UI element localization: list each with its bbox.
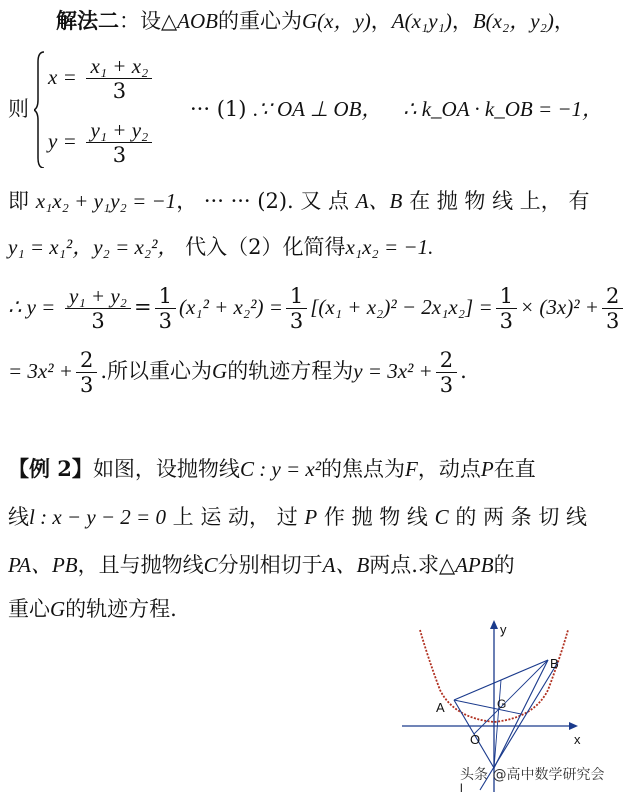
line5-p1: (x₁² + x₂²) =	[178, 295, 283, 319]
line6-frac-a-num: 2	[76, 348, 97, 373]
line6-frac-b-den: 3	[439, 373, 454, 397]
line3-post: 在 抛 物 线 上， 有	[409, 189, 590, 213]
ex-l3-ab: A、B	[322, 553, 370, 577]
median-p	[494, 680, 501, 768]
x-equation	[48, 54, 155, 103]
ex-l2-cc: C	[434, 505, 449, 529]
ex-l3-a: ，且与抛物线	[77, 553, 204, 577]
ex-l1-c: ，动点	[417, 457, 481, 481]
label-b: B	[550, 656, 559, 671]
line5-frac-d	[496, 284, 517, 333]
line3-pre: 即	[8, 189, 29, 213]
system-brace	[34, 50, 44, 168]
line6-frac-a-den: 3	[79, 373, 94, 397]
ex-l4-g: G	[50, 597, 66, 621]
b-coords: B(x₂，y₂)	[472, 9, 554, 33]
ex-l2-line: l : x − y − 2 = 0	[29, 505, 166, 529]
ex-l3-e: 的	[493, 553, 515, 577]
line-2-text	[190, 96, 603, 122]
ex-l4-b: 的轨迹方程.	[65, 597, 177, 621]
line5-p3: × (3x)² +	[520, 295, 599, 319]
example-line-3	[8, 552, 515, 578]
solution-line-3	[8, 188, 589, 214]
solution-line-4	[8, 234, 433, 260]
label-a: A	[436, 700, 445, 715]
y-frac-num: y₁ + y₂	[86, 118, 152, 143]
line3-mid: ， ··· ··· (2). 又 点	[176, 189, 350, 213]
label-y: y	[500, 622, 507, 637]
ex-l2-b: 上 运 动， 过	[172, 505, 298, 529]
x-fraction	[86, 54, 152, 103]
ex-l1-b: 的焦点为	[321, 457, 406, 481]
ex-l2-a: 线	[8, 505, 29, 529]
intro-text: ：设△	[119, 9, 178, 33]
ex-l1-a: 如图，设抛物线	[92, 457, 240, 481]
ref-1: ··· (1)	[190, 97, 247, 121]
line5-lead: ∴ y =	[8, 295, 56, 319]
solution-heading: 解法二	[56, 8, 119, 33]
line5-frac-b-den: 3	[158, 309, 172, 333]
line5-frac-d-den: 3	[499, 309, 514, 333]
line6-lead: = 3x² +	[8, 359, 73, 383]
slopes-text: ∴ k_OA · k_OB = −1，	[403, 97, 604, 121]
line3-ab: A、B	[355, 189, 403, 213]
ex-l3-d: 两点.求△	[369, 553, 456, 577]
line6-g: G	[212, 359, 228, 383]
ex-l1-f: F	[405, 457, 418, 481]
solution-line-6	[8, 346, 467, 397]
ze-label: 则	[8, 97, 29, 121]
line5-frac-c	[286, 284, 307, 333]
line4-res: x₁x₂ = −1.	[345, 235, 434, 259]
line3-eq: x₁x₂ + y₁y₂ = −1	[35, 189, 177, 213]
line5-frac-a-num: y₁ + y₂	[65, 284, 131, 309]
label-g: G	[497, 697, 507, 711]
median-a	[454, 700, 521, 714]
line6-frac-a	[76, 348, 97, 397]
line5-p2: [(x₁ + x₂)² − 2x₁x₂] =	[310, 295, 493, 319]
example-line-4	[8, 596, 177, 622]
x-axis-arrow-icon	[569, 722, 578, 730]
line5-frac-b	[155, 284, 176, 333]
line6-text2: 的轨迹方程为	[227, 359, 354, 383]
ex-l2-d: 的 两 条 切 线	[455, 505, 588, 529]
ex-l3-b: 分别相切于	[217, 553, 323, 577]
watermark: 头条 @高中数学研究会	[460, 767, 605, 783]
solution-line-1: 解法二：设△AOB的重心为G(x，y)，A(x₁y₁)，B(x₂，y₂)，	[56, 8, 575, 33]
line4-text: 代入（2）化简得	[185, 235, 346, 259]
line5-frac-e	[602, 284, 623, 333]
intro-mid-text: 的重心为	[217, 9, 302, 33]
line6-end: .	[460, 359, 467, 383]
example-line-1	[8, 456, 536, 482]
a-coords: A(x₁y₁)	[391, 9, 452, 33]
perp-text: .∵ OA ⊥ OB，	[253, 97, 383, 121]
y-fraction	[86, 118, 152, 167]
example-line-2	[8, 504, 587, 530]
ex-l1-curve: C : y = x²	[239, 457, 322, 481]
example-label: 【例 2】	[8, 456, 93, 481]
ex-l3-apb: APB	[455, 553, 494, 577]
g-coords: G(x，y)	[301, 9, 371, 33]
line5-frac-e-num: 2	[602, 284, 623, 309]
x-eq-lhs: x =	[48, 65, 77, 89]
x-frac-num: x₁ + x₂	[86, 54, 152, 79]
line5-frac-c-num: 1	[286, 284, 307, 309]
ex-l2-c: 作 抛 物 线	[323, 505, 428, 529]
y-axis-arrow-icon	[490, 620, 498, 629]
label-x: x	[574, 732, 581, 747]
line5-frac-e-den: 3	[605, 309, 620, 333]
solution-line-5: ∴ y = $\frac{\text{y₁ + y₂}}{3}$ = $\frac{1}{3}$ (x₁² + x₂²) = $\frac{1}{3}$ [(x₁ + x₂)² − 2x₁x₂] = $\frac{1}{3}$ × (3x)² + $\frac{2}{3}$	[8, 282, 626, 333]
line6-eq: y = 3x² +	[353, 359, 433, 383]
ex-l3-c: C	[203, 553, 218, 577]
line6-frac-b	[436, 348, 457, 397]
line6-text: .所以重心为	[100, 359, 213, 383]
line5-frac-b-num: 1	[155, 284, 176, 309]
line5-frac-d-num: 1	[496, 284, 517, 309]
line5-frac-a-den: 3	[91, 309, 105, 333]
y-frac-den: 3	[112, 143, 127, 167]
ex-l2-p: P	[304, 505, 318, 529]
line4-eq: y₁ = x₁²，y₂ = x₂²，	[8, 235, 179, 259]
label-l: l	[460, 781, 463, 793]
ex-l4-a: 重心	[8, 597, 50, 621]
y-equation	[48, 118, 155, 167]
y-eq-lhs: y =	[48, 129, 77, 153]
line6-frac-b-num: 2	[436, 348, 457, 373]
ex-l1-d: 在直	[493, 457, 536, 481]
ex-l1-p: P	[480, 457, 494, 481]
triangle-aob: AOB	[177, 9, 218, 33]
line5-frac-c-den: 3	[289, 309, 304, 333]
ex-l3-pa: PA、PB	[8, 553, 78, 577]
line5-frac-a	[65, 284, 131, 333]
label-o: O	[470, 732, 481, 747]
x-frac-den: 3	[112, 79, 127, 103]
